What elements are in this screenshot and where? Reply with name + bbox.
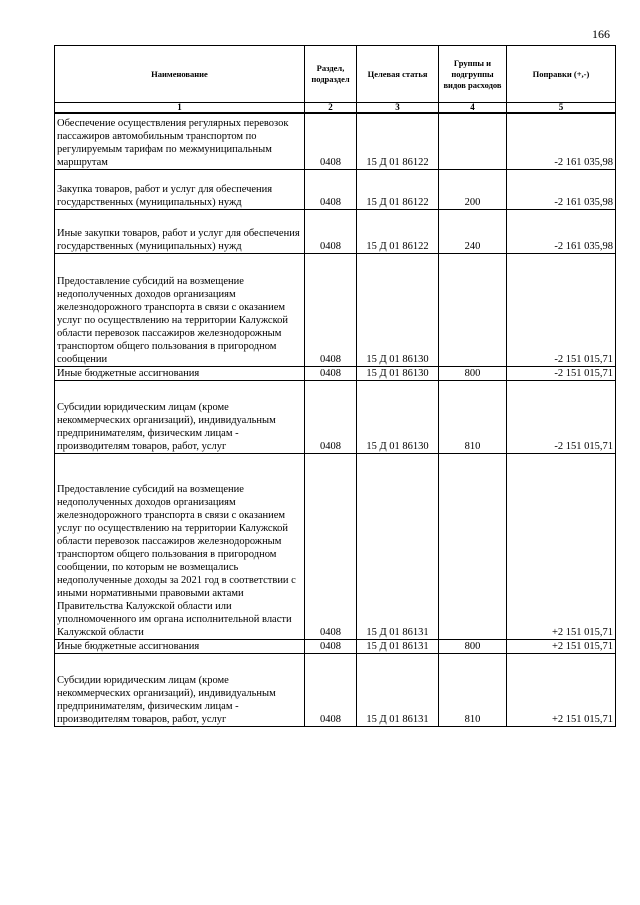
row-name: Субсидии юридическим лицам (кроме некоммерческих организаций), индивидуальным предпринимателям, физическим лицам - производителям товаров, работ, услуг xyxy=(55,653,305,726)
row-group: 800 xyxy=(439,639,507,653)
column-number: 2 xyxy=(305,103,357,114)
row-section: 0408 xyxy=(305,639,357,653)
row-name: Обеспечение осуществления регулярных перевозок пассажиров автомобильным транспортом по регулируемым тарифам по межмуниципальным маршрутам xyxy=(55,113,305,169)
row-amount: -2 151 015,71 xyxy=(507,380,616,453)
header-name: Наименование xyxy=(55,46,305,103)
page-number: 166 xyxy=(592,27,610,41)
row-group: 810 xyxy=(439,380,507,453)
column-number-row xyxy=(55,103,616,114)
row-group: 800 xyxy=(439,366,507,380)
row-section: 0408 xyxy=(305,653,357,726)
row-name: Закупка товаров, работ и услуг для обеспечения государственных (муниципальных) нужд xyxy=(55,169,305,209)
row-amount: +2 151 015,71 xyxy=(507,639,616,653)
row-group xyxy=(439,253,507,366)
row-section: 0408 xyxy=(305,169,357,209)
table-row xyxy=(55,639,616,653)
row-amount: -2 161 035,98 xyxy=(507,113,616,169)
table-row xyxy=(55,209,616,253)
row-section: 0408 xyxy=(305,380,357,453)
column-number: 4 xyxy=(439,103,507,114)
row-name: Иные бюджетные ассигнования xyxy=(55,639,305,653)
table-row xyxy=(55,113,616,169)
row-target: 15 Д 01 86130 xyxy=(357,253,439,366)
row-name: Предоставление субсидий на возмещение недополученных доходов организациям железнодорожного транспорта в связи с оказанием услуг по осуществлению на территории Калужской области перевозок пассажиров железнодорожным транспортом общего пользования в пригородном сообщении xyxy=(55,253,305,366)
row-amount: +2 151 015,71 xyxy=(507,453,616,639)
row-group: 810 xyxy=(439,653,507,726)
row-name: Предоставление субсидий на возмещение недополученных доходов организациям железнодорожного транспорта в связи с оказанием услуг по осуществлению на территории Калужской области перевозок пассажиров железнодорожным транспортом общего пользования в пригородном сообщении, по которым не возмещались недополученные доходы за 2021 год в соответствии с иными нормативными правовыми актами Правительства Калужской области или уполномоченного им органа исполнительной власти Калужской области xyxy=(55,453,305,639)
row-amount: -2 151 015,71 xyxy=(507,253,616,366)
row-target: 15 Д 01 86122 xyxy=(357,113,439,169)
row-target: 15 Д 01 86131 xyxy=(357,653,439,726)
header-row xyxy=(55,46,616,103)
table-row xyxy=(55,169,616,209)
row-name: Субсидии юридическим лицам (кроме некоммерческих организаций), индивидуальным предпринимателям, физическим лицам - производителям товаров, работ, услуг xyxy=(55,380,305,453)
row-amount: -2 161 035,98 xyxy=(507,169,616,209)
row-section: 0408 xyxy=(305,253,357,366)
row-amount: -2 151 015,71 xyxy=(507,366,616,380)
column-number: 5 xyxy=(507,103,616,114)
header-groups: Группы и подгруппы видов расходов xyxy=(439,46,507,103)
row-section: 0408 xyxy=(305,113,357,169)
header-target: Целевая статья xyxy=(357,46,439,103)
table-row xyxy=(55,366,616,380)
column-number: 1 xyxy=(55,103,305,114)
row-target: 15 Д 01 86131 xyxy=(357,639,439,653)
table-row xyxy=(55,453,616,639)
column-number: 3 xyxy=(357,103,439,114)
row-target: 15 Д 01 86131 xyxy=(357,453,439,639)
row-section: 0408 xyxy=(305,453,357,639)
row-target: 15 Д 01 86130 xyxy=(357,380,439,453)
row-target: 15 Д 01 86122 xyxy=(357,169,439,209)
table-row xyxy=(55,253,616,366)
row-group xyxy=(439,453,507,639)
row-name: Иные бюджетные ассигнования xyxy=(55,366,305,380)
header-amendments: Поправки (+,-) xyxy=(507,46,616,103)
row-target: 15 Д 01 86122 xyxy=(357,209,439,253)
header-section: Раздел, подраздел xyxy=(305,46,357,103)
row-section: 0408 xyxy=(305,366,357,380)
row-name: Иные закупки товаров, работ и услуг для обеспечения государственных (муниципальных) нужд xyxy=(55,209,305,253)
row-section: 0408 xyxy=(305,209,357,253)
row-group: 200 xyxy=(439,169,507,209)
row-target: 15 Д 01 86130 xyxy=(357,366,439,380)
row-group: 240 xyxy=(439,209,507,253)
row-amount: +2 151 015,71 xyxy=(507,653,616,726)
budget-amendments-table xyxy=(54,45,616,727)
table-row xyxy=(55,653,616,726)
row-group xyxy=(439,113,507,169)
row-amount: -2 161 035,98 xyxy=(507,209,616,253)
table-row xyxy=(55,380,616,453)
